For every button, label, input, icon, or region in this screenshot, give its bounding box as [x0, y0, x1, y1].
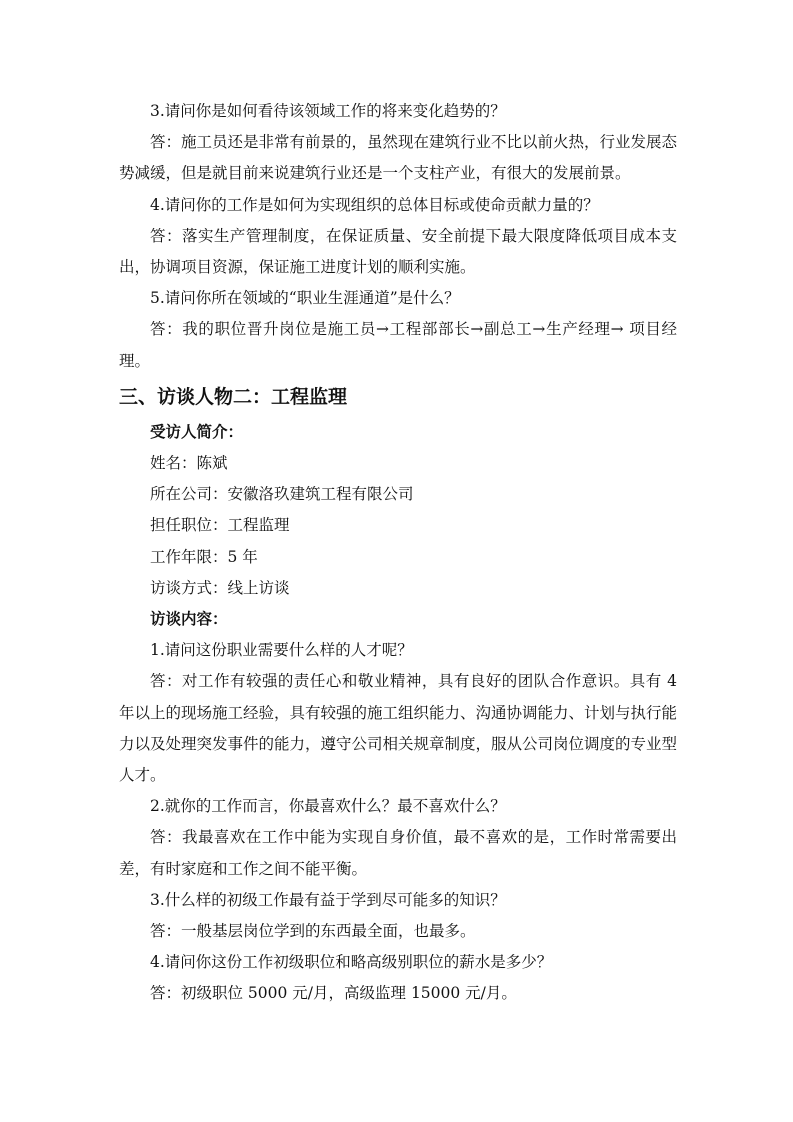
answer-5-previous: 答：我的职位晋升岗位是施工员→工程部部长→副总工→生产经理→ 项目经理。 — [119, 320, 677, 370]
qa-question-2: 2.就你的工作而言，你最喜欢什么？最不喜欢什么？ — [150, 797, 506, 816]
section-heading: 三、访谈人物二：工程监理 — [119, 385, 348, 408]
qa-question-3: 3.什么样的初级工作最有益于学到尽可能多的知识？ — [150, 890, 506, 909]
qa-answer-4: 答：初级职位 5000 元/月，高级监理 15000 元/月。 — [150, 984, 517, 1003]
profile-company: 所在公司：安徽洛玖建筑工程有限公司 — [150, 485, 414, 504]
document-body — [119, 96, 677, 1010]
qa-question-1: 1.请问这份职业需要什么样的人才呢？ — [150, 641, 413, 660]
profile-position: 担任职位：工程监理 — [150, 516, 290, 535]
answer-4-previous: 答：落实生产管理制度，在保证质量、安全前提下最大限度降低项目成本支出，协调项目资源，保证施工进度计划的顺利实施。 — [119, 226, 677, 277]
question-5-previous: 5.请问你所在领域的“职业生涯通道”是什么？ — [150, 289, 460, 308]
interview-title: 访谈内容： — [150, 610, 228, 629]
qa-answer-1: 答：对工作有较强的责任心和敬业精神，具有良好的团队合作意识。具有 4 年以上的现场施工经验，具有较强的施工组织能力、沟通协调能力、计划与执行能力以及处理突发事件的能力，遵守公司相关规章制度，服从公司岗位调度的专业型人才。 — [119, 672, 678, 785]
qa-answer-3: 答：一般基层岗位学到的东西最全面，也最多。 — [150, 922, 476, 941]
question-4-previous: 4.请问你的工作是如何为实现组织的总体目标或使命贡献力量的？ — [150, 195, 599, 214]
profile-title: 受访人简介： — [150, 422, 244, 441]
qa-answer-2: 答：我最喜欢在工作中能为实现自身价值，最不喜欢的是，工作时常需要出差，有时家庭和工作之间不能平衡。 — [119, 828, 677, 878]
question-3-previous: 3.请问你是如何看待该领域工作的将来变化趋势的？ — [150, 102, 506, 120]
answer-3-previous: 答：施工员还是非常有前景的，虽然现在建筑行业不比以前火热，行业发展态势减缓，但是就目前来说建筑行业还是一个支柱产业，有很大的发展前景。 — [119, 133, 678, 183]
profile-method: 访谈方式：线上访谈 — [150, 578, 290, 597]
profile-name: 姓名：陈斌 — [150, 454, 228, 473]
qa-question-4: 4.请问你这份工作初级职位和略高级别职位的薪水是多少？ — [150, 953, 553, 972]
profile-years: 工作年限：5 年 — [150, 547, 258, 566]
